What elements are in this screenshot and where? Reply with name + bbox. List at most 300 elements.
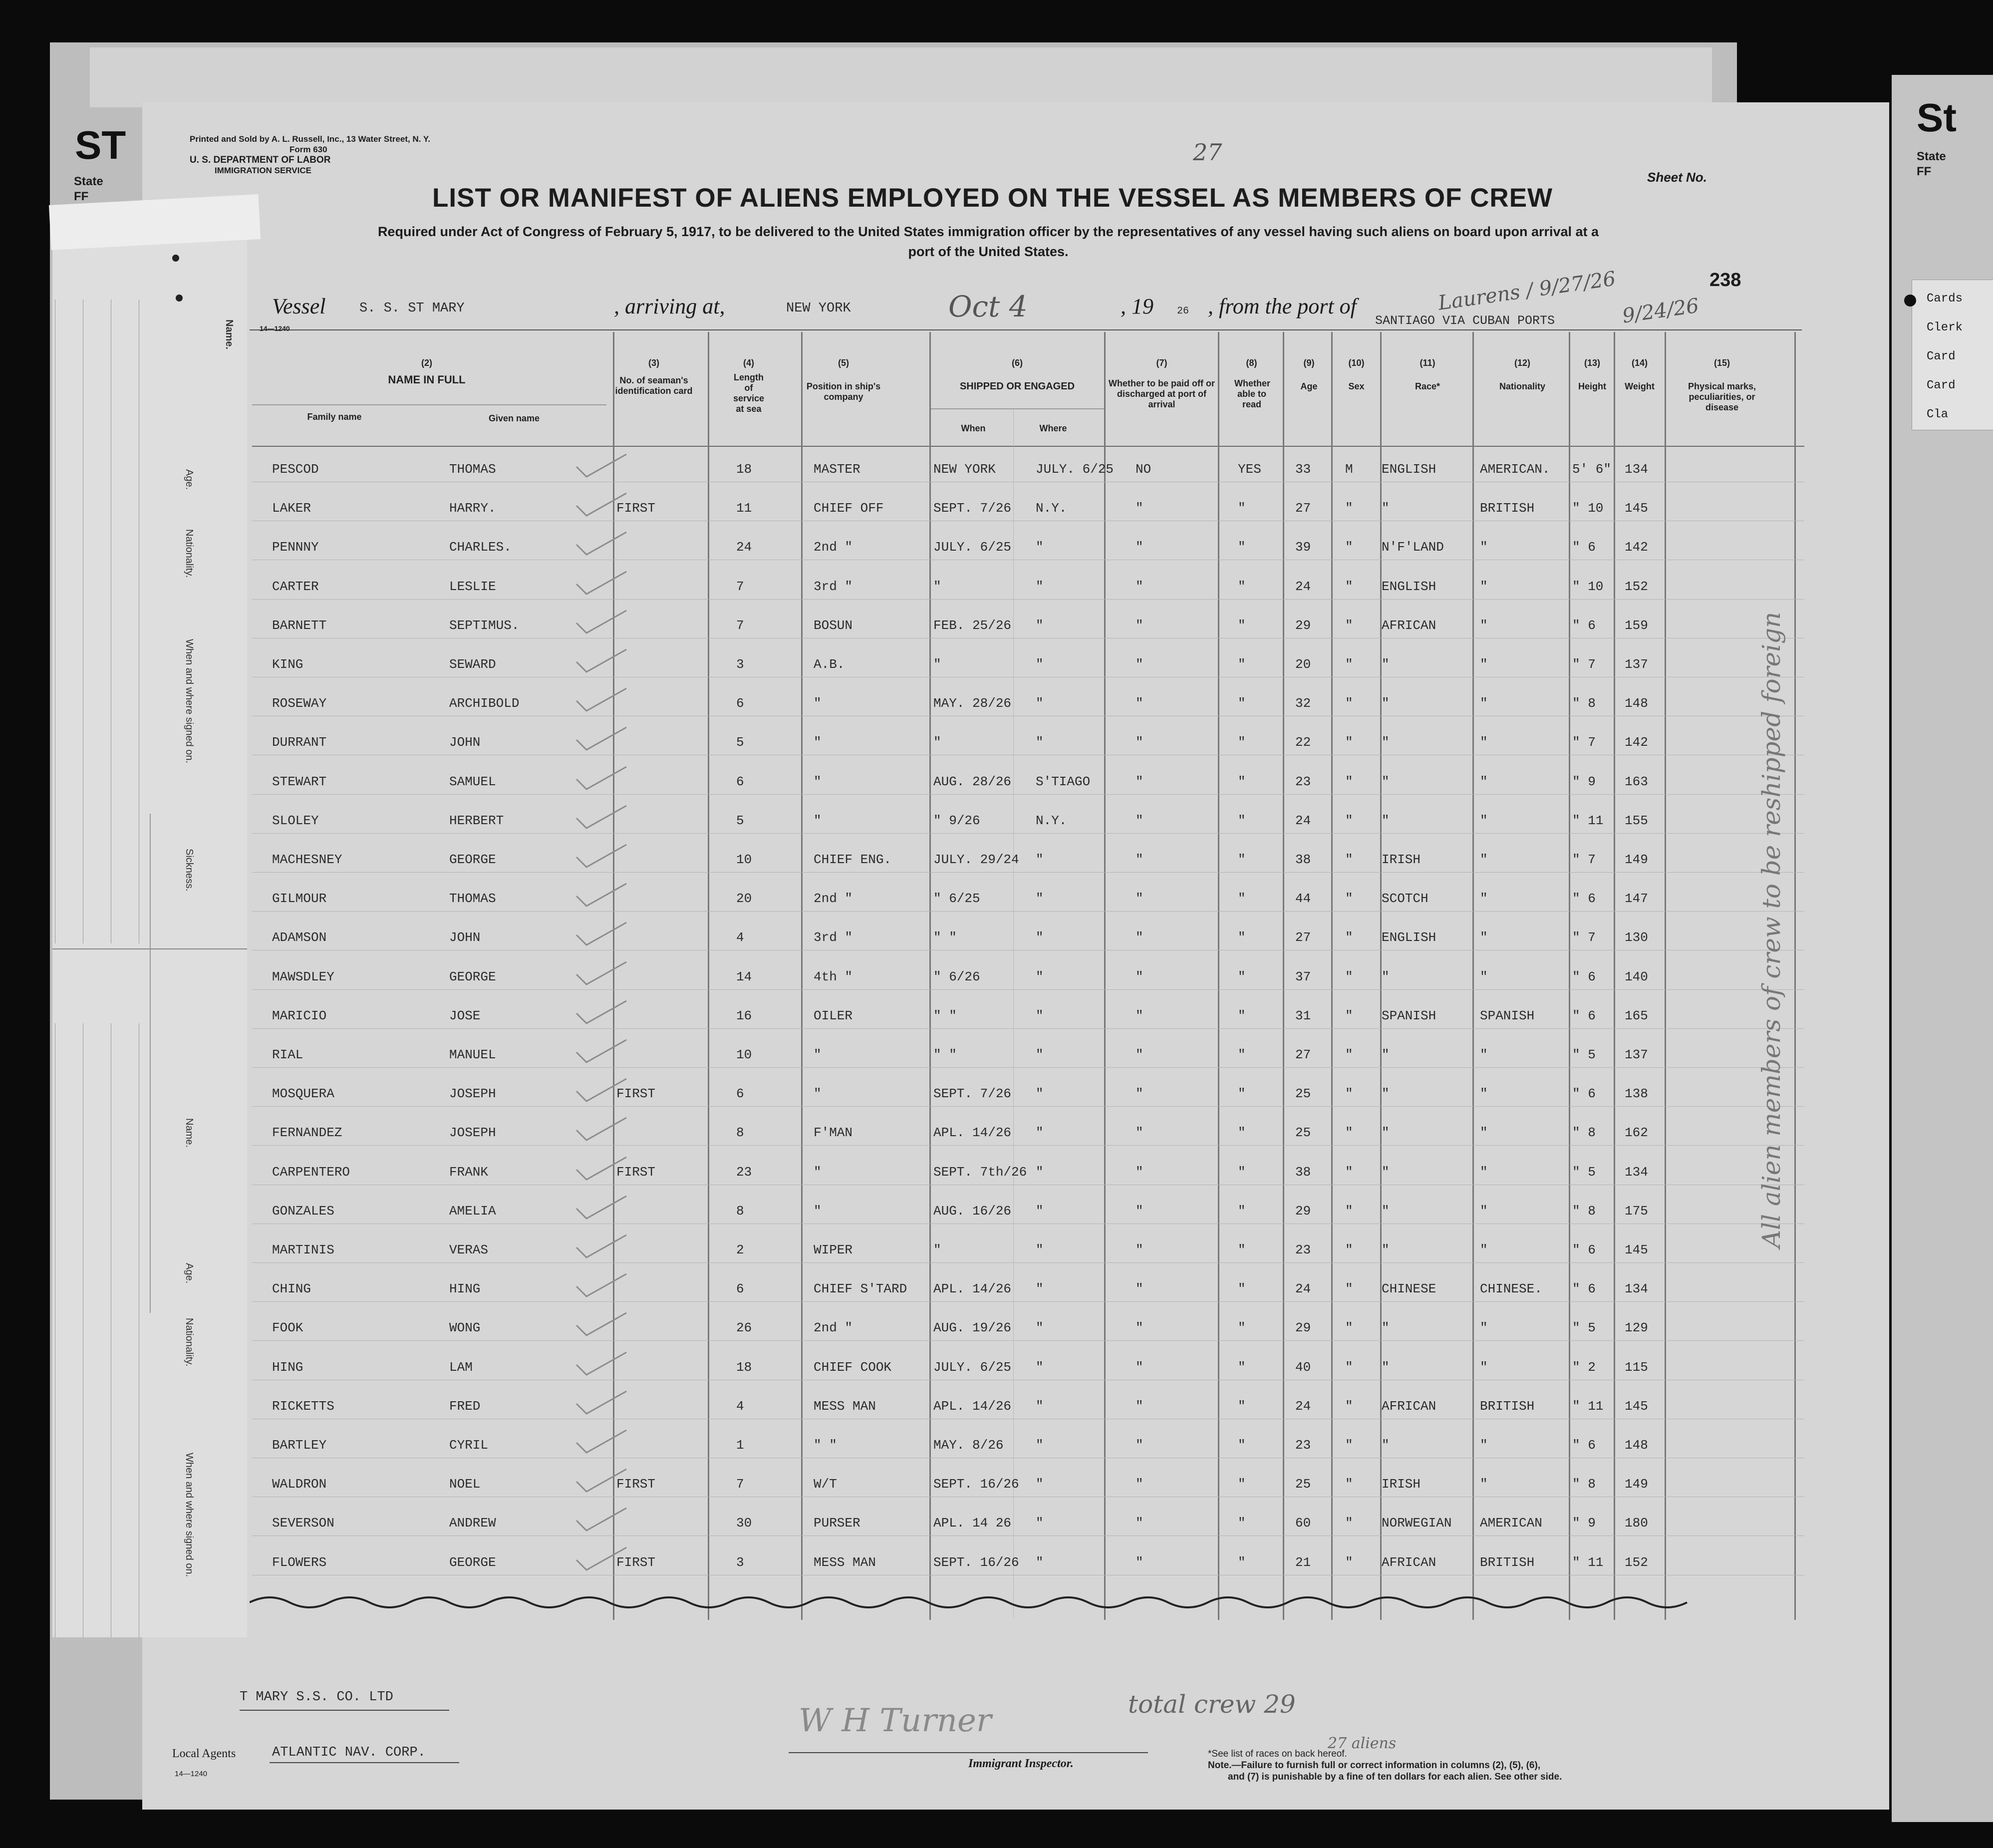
cell-height: " 7 — [1572, 852, 1596, 867]
cell-weight: 148 — [1625, 1438, 1648, 1453]
cell-weight: 175 — [1625, 1203, 1648, 1219]
cell-where: N.Y. — [1036, 501, 1067, 516]
stub-label: When and where signed on. — [184, 639, 195, 764]
cell-when: AUG. 16/26 — [933, 1203, 1012, 1219]
cell-height: " 5 — [1572, 1164, 1596, 1180]
cell-where: " — [1036, 1047, 1044, 1062]
cell-position: " — [814, 1047, 822, 1062]
cell-given: GEORGE — [449, 969, 496, 984]
cell-nationality: " — [1480, 852, 1488, 867]
cell-position: " " — [814, 1438, 837, 1453]
stub-label: Name. — [184, 1118, 195, 1148]
end-of-list-wave — [250, 1587, 1722, 1617]
cell-nationality: AMERICAN — [1480, 1516, 1542, 1531]
cell-service: 23 — [736, 1164, 752, 1180]
header-col12-number: (12) — [1514, 358, 1530, 368]
header-col2-number: (2) — [421, 358, 432, 368]
cell-position: " — [814, 1086, 822, 1102]
cell-position: CHIEF OFF — [814, 501, 884, 516]
cell-position: CHIEF COOK — [814, 1359, 892, 1375]
stub-label: Name. — [224, 319, 235, 350]
year-suffix: 26 — [1177, 306, 1189, 317]
cell-given: JOSE — [449, 1008, 481, 1023]
cell-family: BARNETT — [272, 617, 327, 633]
cell-read: YES — [1238, 462, 1261, 477]
cell-when: FEB. 25/26 — [933, 617, 1012, 633]
cell-sex: " — [1345, 1320, 1353, 1336]
cell-height: " 6 — [1572, 540, 1596, 555]
cell-family: KING — [272, 657, 303, 672]
check-mark-icon — [574, 569, 629, 599]
cell-height: " 2 — [1572, 1359, 1596, 1375]
cell-family: PENNNY — [272, 540, 319, 555]
cell-where: N.Y. — [1036, 813, 1067, 828]
header-family-name: Family name — [307, 412, 362, 422]
cell-read: " — [1238, 735, 1246, 750]
cell-service: 7 — [736, 579, 744, 594]
cell-given: LAM — [449, 1359, 473, 1375]
cell-where: " — [1036, 735, 1044, 750]
cell-sex: " — [1345, 1203, 1353, 1219]
cell-family: SLOLEY — [272, 813, 319, 828]
check-mark-icon — [574, 998, 629, 1028]
cell-weight: 152 — [1625, 579, 1648, 594]
cell-race: " — [1382, 1438, 1390, 1453]
check-mark-icon — [574, 803, 629, 833]
cell-weight: 137 — [1625, 1047, 1648, 1062]
stub-label: Age. — [184, 469, 195, 490]
cell-where: " — [1036, 1398, 1044, 1414]
cell-service: 5 — [736, 813, 744, 828]
cell-nationality: " — [1480, 930, 1488, 945]
cell-given: SAMUEL — [449, 774, 496, 789]
cell-family: MOSQUERA — [272, 1086, 334, 1102]
cell-read: " — [1238, 579, 1246, 594]
cell-height: 5' 6" — [1572, 462, 1612, 477]
cell-nationality: " — [1480, 1359, 1488, 1375]
cell-sex: " — [1345, 1516, 1353, 1531]
cell-paid: " — [1136, 1359, 1143, 1375]
cell-given: FRANK — [449, 1164, 489, 1180]
cell-sex: M — [1345, 462, 1353, 477]
cell-when: APL. 14/26 — [933, 1398, 1012, 1414]
cell-given: CYRIL — [449, 1438, 489, 1453]
cell-weight: 142 — [1625, 540, 1648, 555]
cell-when: MAY. 28/26 — [933, 696, 1012, 711]
cell-family: MAWSDLEY — [272, 969, 334, 984]
cell-height: " 8 — [1572, 1203, 1596, 1219]
cell-paid: " — [1136, 1086, 1143, 1102]
footnotes — [1208, 1748, 1562, 1783]
cell-height: " 8 — [1572, 1477, 1596, 1492]
cell-race: NORWEGIAN — [1382, 1516, 1452, 1531]
cell-age: 39 — [1295, 540, 1311, 555]
cell-height: " 6 — [1572, 1086, 1596, 1102]
cell-given: HING — [449, 1281, 481, 1297]
sheet-no-label: Sheet No. — [1647, 170, 1707, 185]
cell-given: JOHN — [449, 930, 481, 945]
check-mark-icon — [574, 1389, 629, 1419]
cell-race: ENGLISH — [1382, 579, 1436, 594]
table-row-rule — [252, 1262, 1804, 1263]
cell-weight: 145 — [1625, 1398, 1648, 1414]
header-col6-number: (6) — [1012, 358, 1023, 368]
cell-service: 4 — [736, 930, 744, 945]
cell-weight: 162 — [1625, 1125, 1648, 1141]
right-card-labels — [1927, 285, 1963, 429]
cell-family: CHING — [272, 1281, 311, 1297]
cell-paid: " — [1136, 1281, 1143, 1297]
column-divider — [801, 332, 803, 1620]
cell-paid: " — [1136, 852, 1143, 867]
cell-age: 38 — [1295, 852, 1311, 867]
cell-family: CARPENTERO — [272, 1164, 350, 1180]
cell-family: FLOWERS — [272, 1554, 327, 1570]
cell-height: " 6 — [1572, 1242, 1596, 1257]
cell-age: 27 — [1295, 930, 1311, 945]
cell-weight: 129 — [1625, 1320, 1648, 1336]
cell-read: " — [1238, 1398, 1246, 1414]
cell-read: " — [1238, 1554, 1246, 1570]
cell-given: HARRY. — [449, 501, 496, 516]
cell-weight: 149 — [1625, 1477, 1648, 1492]
cell-age: 38 — [1295, 1164, 1311, 1180]
cell-paid: " — [1136, 657, 1143, 672]
cell-weight: 148 — [1625, 696, 1648, 711]
cell-sex: " — [1345, 1086, 1353, 1102]
cell-family: FERNANDEZ — [272, 1125, 342, 1141]
header-col7 — [1106, 358, 1218, 410]
arriving-port: NEW YORK — [786, 301, 851, 316]
cell-weight: 155 — [1625, 813, 1648, 828]
cell-read: " — [1238, 1477, 1246, 1492]
cell-paid: " — [1136, 813, 1143, 828]
cell-service: 14 — [736, 969, 752, 984]
cell-where: " — [1036, 891, 1044, 907]
local-agents-label: Local Agents — [172, 1747, 236, 1760]
cell-height: " 11 — [1572, 813, 1604, 828]
header-rule — [931, 408, 1106, 409]
cell-nationality: " — [1480, 1477, 1488, 1492]
from-port: SANTIAGO VIA CUBAN PORTS — [1375, 313, 1555, 328]
cell-nationality: " — [1480, 735, 1488, 750]
cell-service: 18 — [736, 1359, 752, 1375]
cell-when: APL. 14/26 — [933, 1125, 1012, 1141]
cell-family: STEWART — [272, 774, 327, 789]
cell-position: W/T — [814, 1477, 837, 1492]
cell-nationality: " — [1480, 813, 1488, 828]
background-sheet-top — [90, 47, 1712, 107]
cell-position: 2nd " — [814, 1320, 853, 1336]
cell-sex: " — [1345, 540, 1353, 555]
stub-divider — [150, 814, 211, 1313]
header-col8 — [1220, 358, 1283, 410]
cell-read: " — [1238, 501, 1246, 516]
header-col14 — [1615, 358, 1665, 392]
cell-read: " — [1238, 1125, 1246, 1141]
cell-service: 4 — [736, 1398, 744, 1414]
table-row-rule — [252, 1106, 1804, 1107]
header-col7-number: (7) — [1156, 358, 1167, 368]
cell-family: GONZALES — [272, 1203, 334, 1219]
cell-service: 1 — [736, 1438, 744, 1453]
cell-when: AUG. 28/26 — [933, 774, 1012, 789]
check-mark-icon — [574, 1037, 629, 1067]
cell-race: IRISH — [1382, 1477, 1421, 1492]
cell-given: NOEL — [449, 1477, 481, 1492]
cell-height: " 6 — [1572, 1008, 1596, 1023]
check-mark-icon — [574, 1350, 629, 1380]
footnote-fine: and (7) is punishable by a fine of ten dollars for each alien. See other side. — [1228, 1772, 1562, 1782]
cell-position: MESS MAN — [814, 1398, 876, 1414]
cell-race: " — [1382, 1164, 1390, 1180]
cell-nationality: " — [1480, 1320, 1488, 1336]
cell-sex: " — [1345, 930, 1353, 945]
cell-height: " 9 — [1572, 1516, 1596, 1531]
cell-read: " — [1238, 1047, 1246, 1062]
cell-race: " — [1382, 774, 1390, 789]
cell-where: " — [1036, 657, 1044, 672]
cell-weight: 130 — [1625, 930, 1648, 945]
check-mark-icon — [574, 1232, 629, 1262]
cell-service: 5 — [736, 735, 744, 750]
cell-family: RIAL — [272, 1047, 303, 1062]
cell-paid: NO — [1136, 462, 1151, 477]
cell-position: OILER — [814, 1008, 853, 1023]
cell-family: RICKETTS — [272, 1398, 334, 1414]
cell-given: FRED — [449, 1398, 481, 1414]
cell-given: ANDREW — [449, 1516, 496, 1531]
right-edge-fragment: FF — [1917, 165, 1932, 178]
column-divider — [1472, 332, 1474, 1620]
check-mark-icon — [574, 1310, 629, 1340]
cell-card: FIRST — [616, 1086, 656, 1102]
cell-service: 18 — [736, 462, 752, 477]
total-crew: total crew 29 — [1128, 1690, 1296, 1719]
cell-family: SEVERSON — [272, 1516, 334, 1531]
cell-when: " " — [933, 930, 957, 945]
cell-sex: " — [1345, 579, 1353, 594]
cell-weight: 145 — [1625, 501, 1648, 516]
cell-height: " 5 — [1572, 1047, 1596, 1062]
cell-service: 6 — [736, 1281, 744, 1297]
footnote-note: Note.—Failure to furnish full or correct information in columns (2), (5), (6), — [1208, 1760, 1541, 1771]
cell-given: LESLIE — [449, 579, 496, 594]
cell-service: 8 — [736, 1203, 744, 1219]
column-divider — [1665, 332, 1666, 1620]
cell-paid: " — [1136, 735, 1143, 750]
cell-age: 24 — [1295, 1281, 1311, 1297]
stub-label: When and where signed on. — [184, 1453, 195, 1577]
header-given-name: Given name — [488, 413, 540, 423]
cell-nationality: SPANISH — [1480, 1008, 1535, 1023]
check-mark-icon — [574, 1155, 629, 1185]
header-col13-number: (13) — [1584, 358, 1600, 368]
cell-height: " 10 — [1572, 501, 1604, 516]
cell-family: LAKER — [272, 501, 311, 516]
cell-position: 3rd " — [814, 930, 853, 945]
cell-race: " — [1382, 696, 1390, 711]
cell-nationality: " — [1480, 1047, 1488, 1062]
check-mark-icon — [574, 725, 629, 755]
cell-paid: " — [1136, 1047, 1143, 1062]
table-row-rule — [252, 989, 1804, 990]
cell-read: " — [1238, 696, 1246, 711]
cell-where: " — [1036, 1477, 1044, 1492]
cell-sex: " — [1345, 696, 1353, 711]
check-mark-icon — [574, 686, 629, 716]
cell-weight: 159 — [1625, 617, 1648, 633]
year-label: , 19 — [1121, 294, 1153, 318]
cell-service: 8 — [736, 1125, 744, 1141]
cell-race: " — [1382, 1320, 1390, 1336]
printer-header — [190, 134, 430, 176]
staple-hole — [172, 255, 179, 262]
stub-lines — [55, 300, 140, 943]
cell-height: " 11 — [1572, 1398, 1604, 1414]
cell-height: " 7 — [1572, 735, 1596, 750]
cell-service: 7 — [736, 1477, 744, 1492]
cell-position: BOSUN — [814, 617, 853, 633]
cell-read: " — [1238, 813, 1246, 828]
cell-nationality: " — [1480, 1438, 1488, 1453]
cell-nationality: " — [1480, 1203, 1488, 1219]
from-port-label: , from the port of — [1208, 294, 1357, 318]
cell-sex: " — [1345, 657, 1353, 672]
cell-sex: " — [1345, 1554, 1353, 1570]
check-mark-icon — [574, 491, 629, 521]
cell-sex: " — [1345, 1125, 1353, 1141]
header-col11-label: Race* — [1415, 381, 1440, 391]
header-col15 — [1672, 358, 1772, 413]
card-label: Cla — [1927, 408, 1949, 421]
table-row-rule — [252, 1028, 1804, 1029]
cell-read: " — [1238, 774, 1246, 789]
table-row-rule — [252, 1067, 1804, 1068]
cell-when: MAY. 8/26 — [933, 1438, 1004, 1453]
arrival-date: Oct 4 — [948, 290, 1028, 323]
cell-where: " — [1036, 1281, 1044, 1297]
cell-where: " — [1036, 1203, 1044, 1219]
cell-race: " — [1382, 1242, 1390, 1257]
cell-when: " — [933, 579, 941, 594]
cell-age: 23 — [1295, 1242, 1311, 1257]
cell-weight: 134 — [1625, 1281, 1648, 1297]
vessel-underline — [250, 329, 1802, 330]
cell-service: 10 — [736, 852, 752, 867]
cell-position: " — [814, 1203, 822, 1219]
cell-paid: " — [1136, 1516, 1143, 1531]
cell-when: " — [933, 1242, 941, 1257]
cell-read: " — [1238, 1203, 1246, 1219]
header-col8-label: Whether able to read — [1234, 378, 1270, 409]
header-when: When — [961, 423, 986, 433]
cell-position: CHIEF ENG. — [814, 852, 892, 867]
table-row-rule — [252, 599, 1804, 600]
cell-card: FIRST — [616, 501, 656, 516]
header-col9-number: (9) — [1303, 358, 1315, 368]
cell-where: " — [1036, 1554, 1044, 1570]
check-mark-icon — [574, 1428, 629, 1458]
page-number: 238 — [1709, 270, 1741, 291]
header-where: Where — [1039, 423, 1067, 433]
cell-race: " — [1382, 813, 1390, 828]
cell-given: CHARLES. — [449, 540, 512, 555]
header-col3-number: (3) — [648, 358, 659, 368]
cell-sex: " — [1345, 813, 1353, 828]
cell-paid: " — [1136, 617, 1143, 633]
header-col13-label: Height — [1578, 381, 1606, 391]
cell-sex: " — [1345, 774, 1353, 789]
cell-sex: " — [1345, 1477, 1353, 1492]
check-mark-icon — [574, 1194, 629, 1224]
card-label: Card — [1927, 350, 1956, 363]
cell-family: ROSEWAY — [272, 696, 327, 711]
cell-height: " 6 — [1572, 969, 1596, 984]
vessel-label: Vessel — [272, 294, 326, 318]
cell-family: GILMOUR — [272, 891, 327, 907]
form-code-small: 14—1240 — [260, 324, 290, 332]
check-mark-icon — [574, 920, 629, 950]
card-label: Clerk — [1927, 321, 1963, 334]
check-mark-icon — [574, 1545, 629, 1575]
cell-sex: " — [1345, 1359, 1353, 1375]
cell-when: APL. 14/26 — [933, 1281, 1012, 1297]
cell-card: FIRST — [616, 1164, 656, 1180]
cell-service: 6 — [736, 696, 744, 711]
cell-family: MACHESNEY — [272, 852, 342, 867]
cell-sex: " — [1345, 852, 1353, 867]
cell-race: " — [1382, 1359, 1390, 1375]
cell-sex: " — [1345, 891, 1353, 907]
cell-age: 20 — [1295, 657, 1311, 672]
cell-sex: " — [1345, 617, 1353, 633]
table-row-rule — [252, 1340, 1804, 1341]
cell-weight: 140 — [1625, 969, 1648, 984]
cell-age: 21 — [1295, 1554, 1311, 1570]
cell-where: " — [1036, 1516, 1044, 1531]
cell-when: JULY. 6/25 — [933, 1359, 1012, 1375]
column-divider — [1283, 332, 1284, 1620]
cell-weight: 134 — [1625, 1164, 1648, 1180]
column-divider — [708, 332, 709, 1620]
check-mark-icon — [574, 647, 629, 677]
cell-family: PESCOD — [272, 462, 319, 477]
cell-height: " 8 — [1572, 1125, 1596, 1141]
cell-weight: 115 — [1625, 1359, 1648, 1375]
handwritten-number: 27 — [1193, 139, 1222, 166]
cell-race: AFRICAN — [1382, 1398, 1436, 1414]
header-col3 — [614, 358, 694, 396]
cell-card: FIRST — [616, 1554, 656, 1570]
header-col2 — [327, 358, 527, 385]
cell-height: " 6 — [1572, 1281, 1596, 1297]
check-mark-icon — [574, 1115, 629, 1145]
cell-given: SEPTIMUS. — [449, 617, 520, 633]
cell-where: S'TIAGO — [1036, 774, 1091, 789]
cell-when: " 9/26 — [933, 813, 980, 828]
cell-race: " — [1382, 1203, 1390, 1219]
header-col15-label: Physical marks, peculiarities, or disease — [1688, 381, 1756, 412]
cell-read: " — [1238, 1164, 1246, 1180]
column-divider — [1104, 332, 1106, 1620]
header-bottom-rule — [252, 446, 1804, 447]
cell-race: CHINESE — [1382, 1281, 1436, 1297]
cell-read: " — [1238, 1516, 1246, 1531]
cell-age: 37 — [1295, 969, 1311, 984]
cell-age: 40 — [1295, 1359, 1311, 1375]
header-rule — [252, 404, 606, 405]
